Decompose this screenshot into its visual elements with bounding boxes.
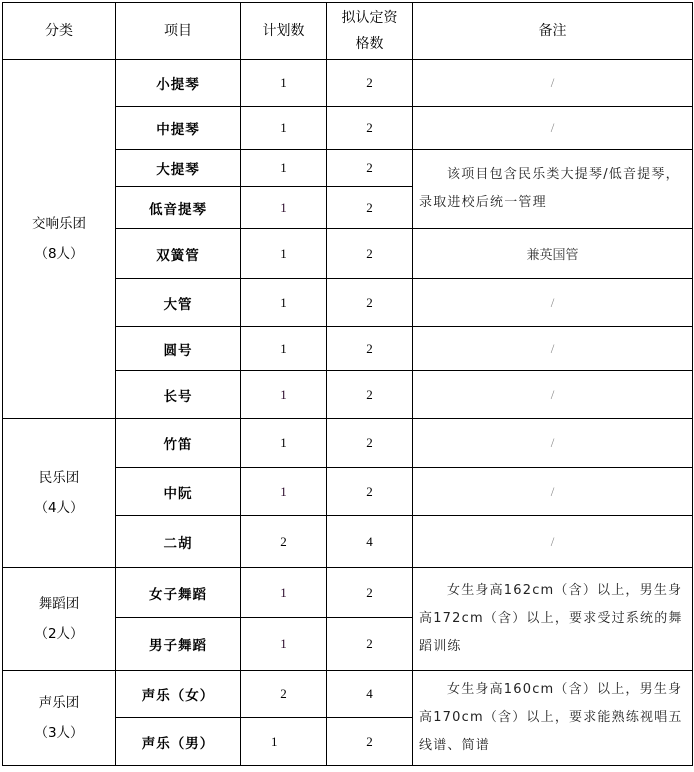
qualified-cell: 2 [327, 60, 413, 107]
item-cell: 小提琴 [116, 60, 241, 107]
planned-cell: 1 [241, 229, 327, 279]
category-cell [3, 671, 116, 766]
merged-note-cell [413, 568, 693, 671]
merged-note-cell [413, 671, 693, 766]
planned-cell: 1 [241, 107, 327, 150]
item-cell: 大提琴 [116, 150, 241, 187]
item-cell: 长号 [116, 371, 241, 419]
qualified-cell: 2 [327, 718, 413, 766]
planned-cell: 1 [241, 468, 327, 516]
merged-note-text: 女生身高162cm（含）以上，男生身高172cm（含）以上，要求受过系统的舞蹈训练 [419, 583, 683, 654]
table-row [3, 60, 693, 107]
note-cell: / [413, 371, 693, 419]
qualified-cell: 2 [327, 468, 413, 516]
merged-note-text: 女生身高160cm（含）以上，男生身高170cm（含）以上，要求能熟练视唱五线谱、简谱 [419, 682, 683, 753]
qualified-cell: 2 [327, 229, 413, 279]
category-cell [3, 568, 116, 671]
note-cell: / [413, 419, 693, 468]
merged-note-text: 该项目包含民乐类大提琴/低音提琴，录取进校后统一管理 [419, 167, 680, 210]
category-count: （4人） [34, 500, 84, 516]
planned-cell: 1 [241, 60, 327, 107]
note-cell: / [413, 468, 693, 516]
recruitment-table [2, 2, 693, 766]
planned-cell: 1 [241, 187, 327, 229]
item-cell: 低音提琴 [116, 187, 241, 229]
category-count: （2人） [34, 626, 84, 642]
planned-cell: 1 [241, 568, 327, 618]
header-category: 分类 [3, 3, 116, 60]
qualified-cell: 2 [327, 279, 413, 327]
table-row [3, 671, 693, 718]
note-cell: / [413, 327, 693, 371]
planned-cell: 1 [241, 618, 327, 671]
planned-cell: 1 [241, 371, 327, 419]
item-cell: 男子舞蹈 [116, 618, 241, 671]
table-row [3, 419, 693, 468]
merged-note-cell [413, 150, 693, 229]
note-cell: 兼英国管 [413, 229, 693, 279]
note-cell: / [413, 279, 693, 327]
qualified-cell: 2 [327, 327, 413, 371]
qualified-cell: 2 [327, 107, 413, 150]
item-cell: 竹笛 [116, 419, 241, 468]
note-cell: / [413, 60, 693, 107]
item-cell: 中阮 [116, 468, 241, 516]
header-planned: 计划数 [241, 3, 327, 60]
planned-cell: 1 [241, 419, 327, 468]
qualified-cell: 2 [327, 187, 413, 229]
qualified-cell: 2 [327, 618, 413, 671]
note-cell: / [413, 107, 693, 150]
category-name: 声乐团 [38, 695, 80, 711]
planned-cell: 1 [241, 327, 327, 371]
item-cell: 圆号 [116, 327, 241, 371]
planned-cell: 1 [241, 279, 327, 327]
qualified-cell: 2 [327, 371, 413, 419]
item-cell: 女子舞蹈 [116, 568, 241, 618]
category-count: （8人） [34, 246, 84, 262]
header-qualified-line2: 格数 [355, 36, 384, 52]
qualified-cell: 2 [327, 419, 413, 468]
item-cell: 声乐（男） [116, 718, 241, 766]
planned-cell: 1 [241, 150, 327, 187]
qualified-cell: 4 [327, 671, 413, 718]
planned-cell: 2 [241, 516, 327, 568]
item-cell: 大管 [116, 279, 241, 327]
category-cell [3, 60, 116, 419]
planned-cell: 2 [241, 671, 327, 718]
category-count: （3人） [34, 725, 84, 741]
header-qualified [327, 3, 413, 60]
header-note: 备注 [413, 3, 693, 60]
qualified-cell: 2 [327, 568, 413, 618]
item-cell: 二胡 [116, 516, 241, 568]
item-cell: 中提琴 [116, 107, 241, 150]
header-row [3, 3, 693, 60]
category-name: 舞蹈团 [38, 596, 80, 612]
planned-cell: 1 [241, 718, 327, 766]
table-row [3, 568, 693, 618]
item-cell: 声乐（女） [116, 671, 241, 718]
category-cell [3, 419, 116, 568]
header-item: 项目 [116, 3, 241, 60]
item-cell: 双簧管 [116, 229, 241, 279]
note-cell: / [413, 516, 693, 568]
qualified-cell: 4 [327, 516, 413, 568]
qualified-cell: 2 [327, 150, 413, 187]
header-qualified-line1: 拟认定资 [341, 10, 398, 26]
category-name: 交响乐团 [32, 216, 86, 232]
category-name: 民乐团 [38, 470, 80, 486]
